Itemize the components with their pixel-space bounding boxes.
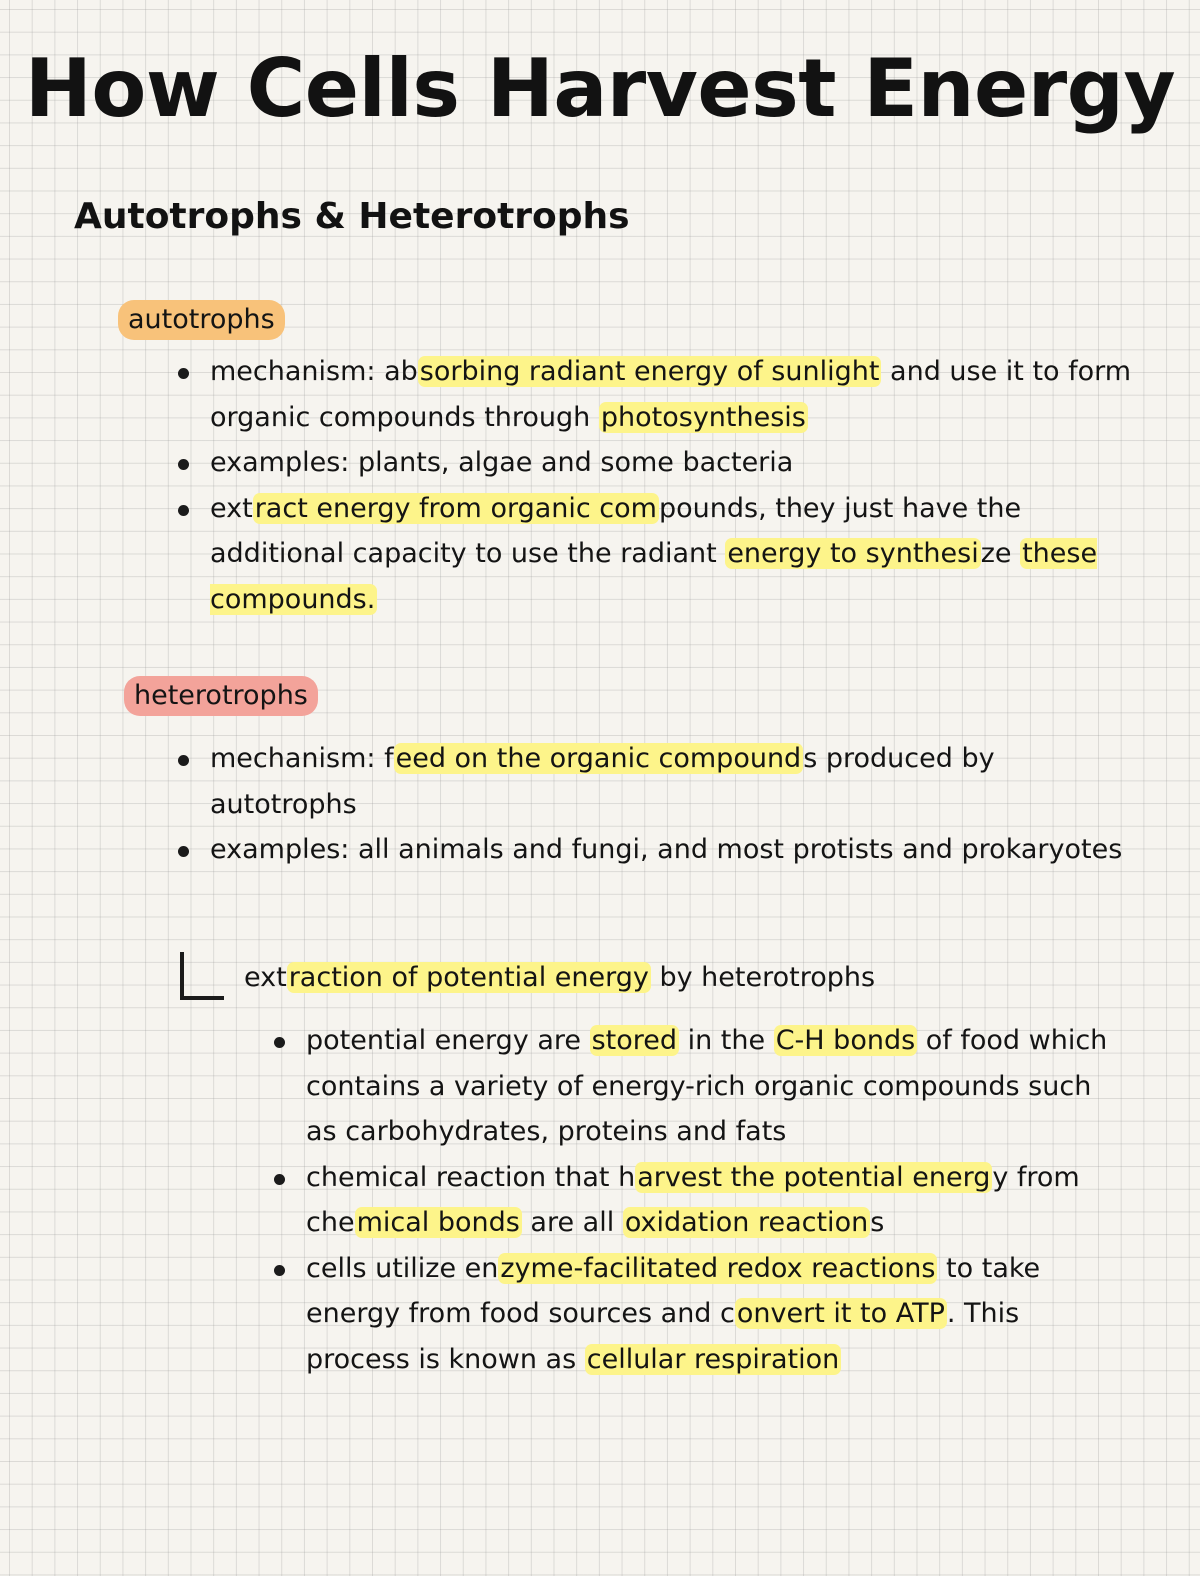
autotrophs-label: autotrophs — [118, 300, 285, 340]
list-item: mechanism: absorbing radiant energy of sunlight and use it to form organic compounds through photosynthesis — [178, 349, 1138, 440]
list-item: mechanism: feed on the organic compounds produced by autotrophs — [178, 736, 1138, 827]
corner-arrow-icon — [180, 952, 224, 1000]
subtopic-list — [274, 1018, 1114, 1382]
heterotrophs-label: heterotrophs — [124, 676, 318, 716]
list-item: examples: plants, algae and some bacteria — [178, 440, 1138, 486]
subtopic-heading: extraction of potential energy by heterotrophs — [244, 962, 876, 993]
heterotrophs-list — [178, 736, 1138, 873]
list-item: potential energy are stored in the C-H bonds of food which contains a variety of energy-rich organic compounds such as carbohydrates, proteins and fats — [274, 1018, 1114, 1155]
list-item: extract energy from organic compounds, they just have the additional capacity to use the radiant energy to synthesize these compounds. — [178, 486, 1138, 623]
autotrophs-list — [178, 349, 1138, 622]
list-item: cells utilize enzyme-facilitated redox reactions to take energy from food sources and convert it to ATP. This process is known as cellular respiration — [274, 1246, 1114, 1383]
list-item: examples: all animals and fungi, and most protists and prokaryotes — [178, 827, 1138, 873]
section-heading: Autotrophs & Heterotrophs — [74, 196, 630, 237]
page-title: How Cells Harvest Energy — [24, 42, 1176, 135]
list-item: chemical reaction that harvest the potential energy from chemical bonds are all oxidation reactions — [274, 1155, 1114, 1246]
